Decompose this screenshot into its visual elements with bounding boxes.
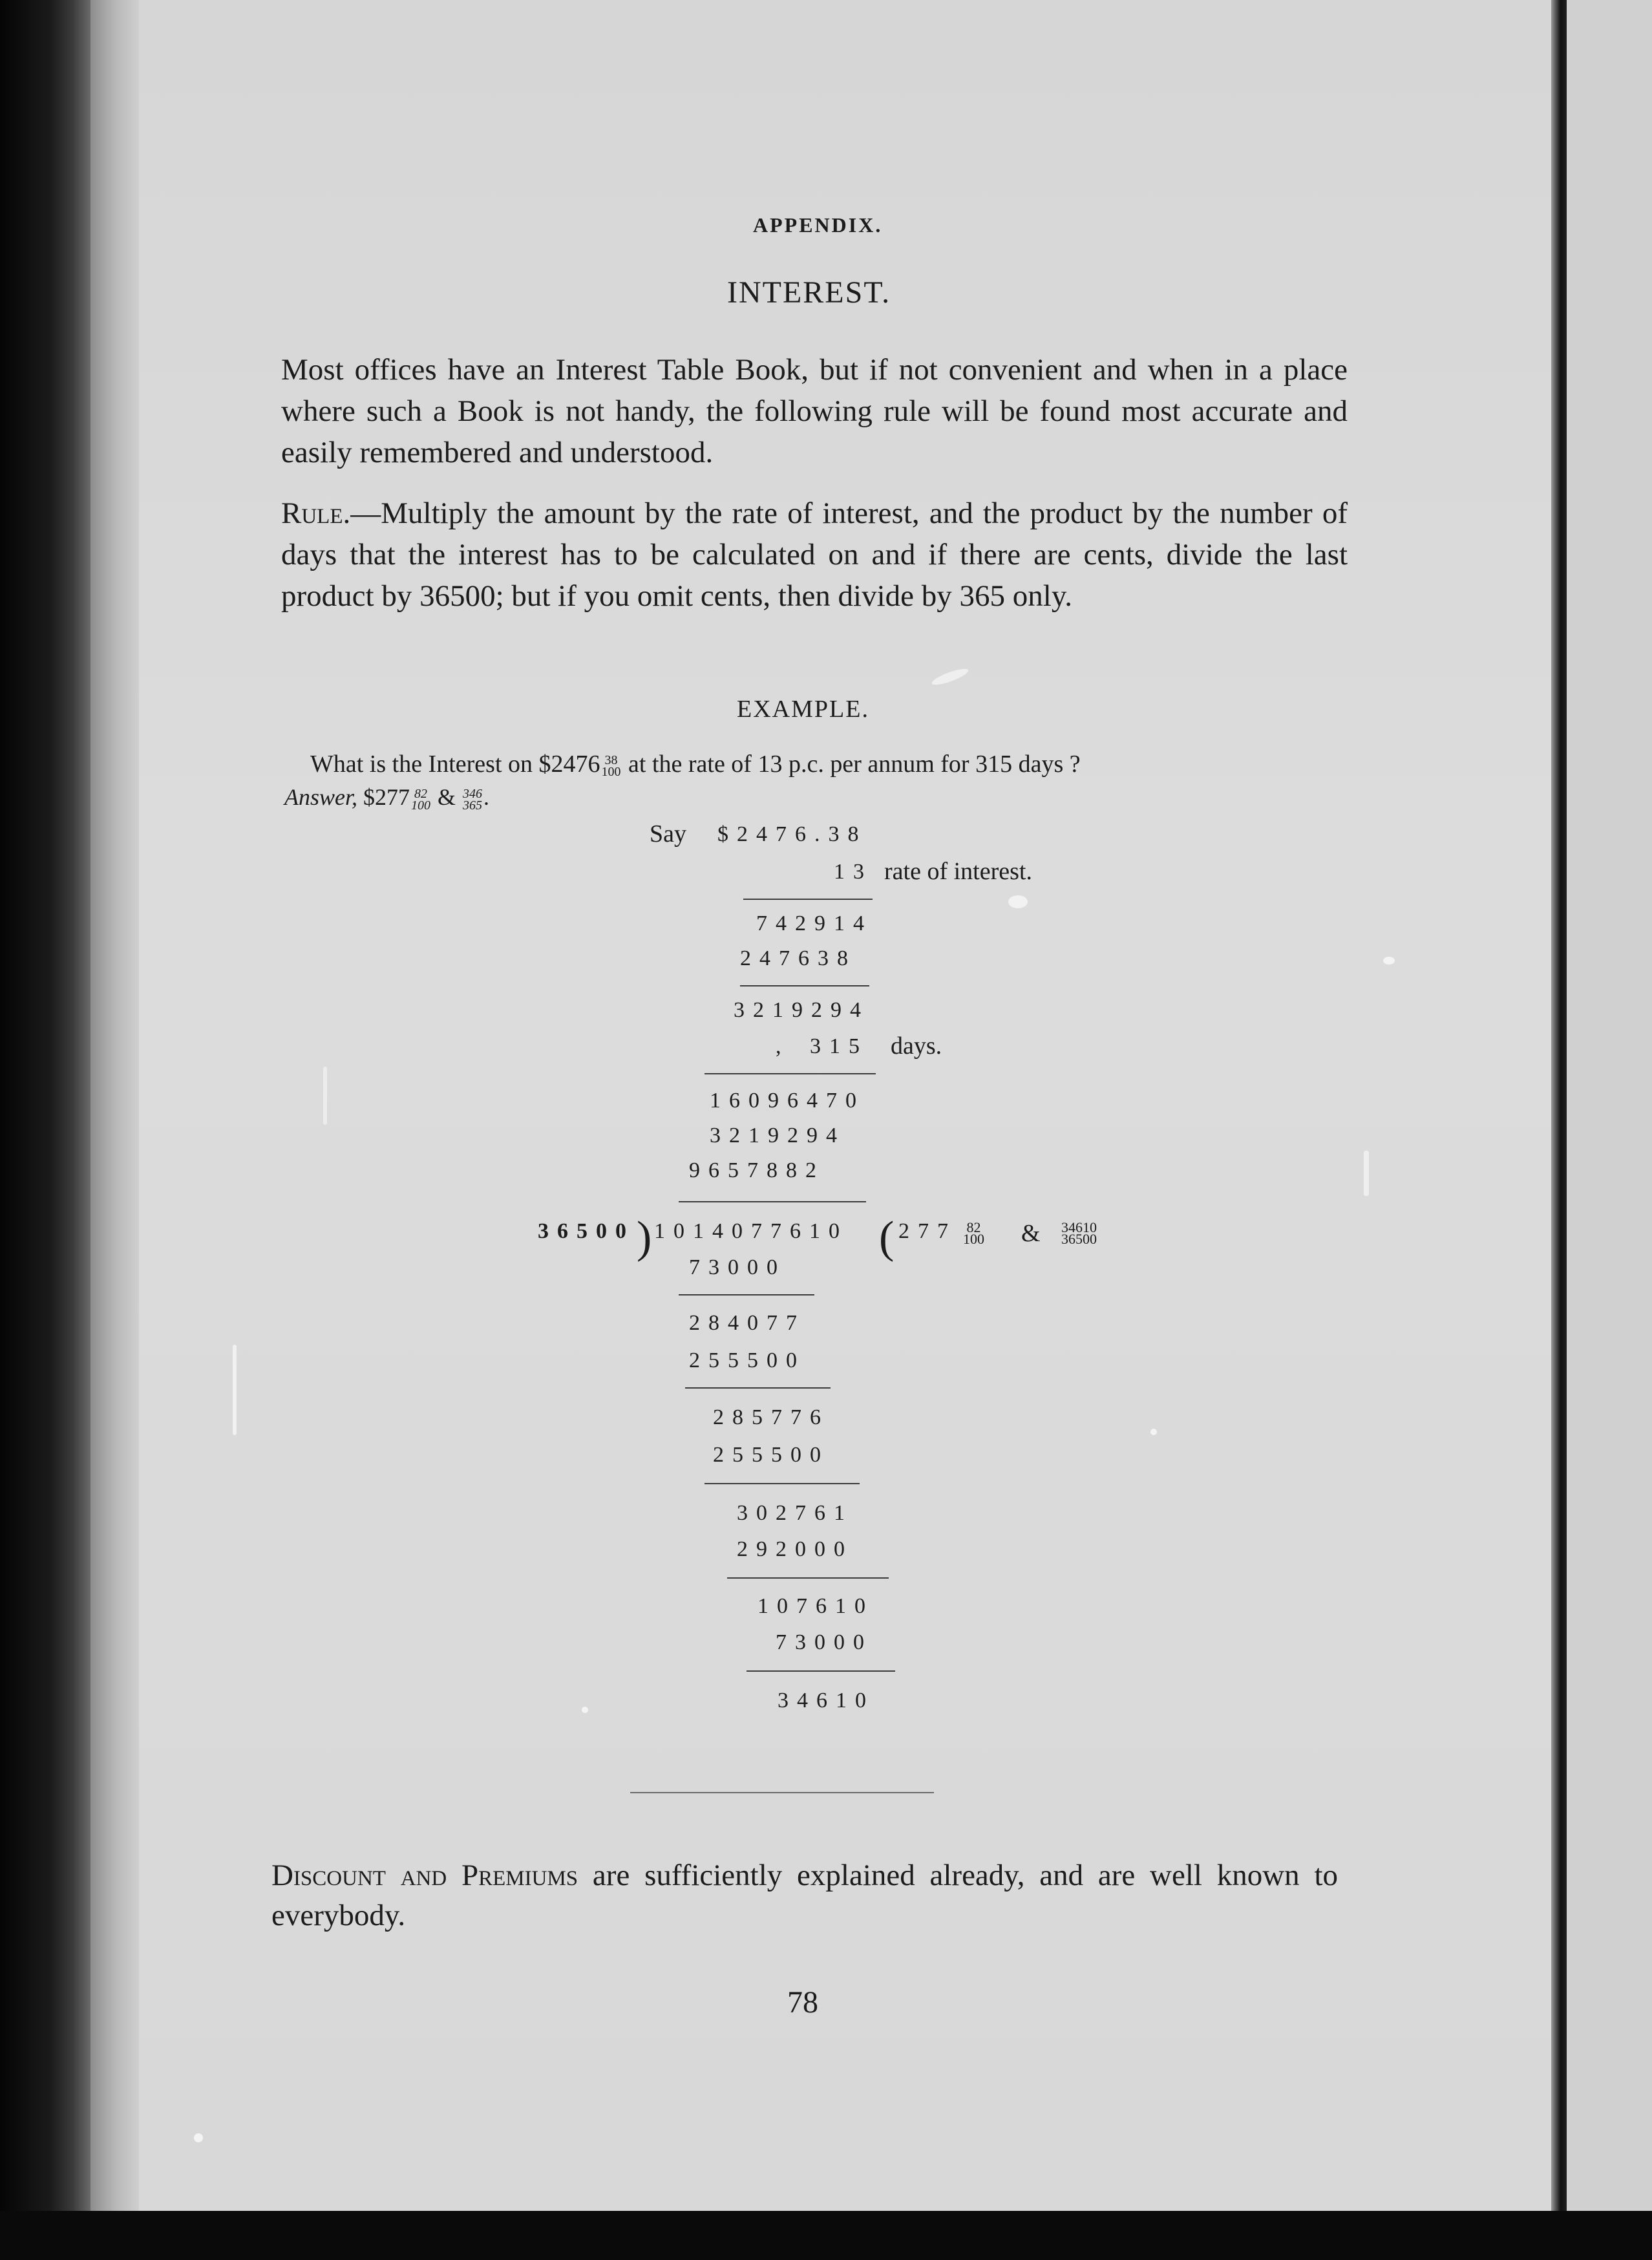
calc-days-mark: , bbox=[776, 1034, 790, 1058]
rule-paragraph bbox=[281, 493, 1348, 617]
calc-rule bbox=[679, 1201, 866, 1202]
calc-step: 284077 bbox=[689, 1311, 805, 1335]
calc-divisor: 36500 bbox=[538, 1219, 635, 1243]
calc-rule bbox=[704, 1073, 876, 1074]
example-answer bbox=[284, 784, 489, 811]
calc-amount: $2476.38 bbox=[717, 822, 867, 846]
scan-speck bbox=[233, 1345, 237, 1435]
fraction-denominator: 365 bbox=[463, 798, 483, 813]
calc-partial: 742914 bbox=[756, 911, 873, 935]
calc-remainder: 34610 bbox=[778, 1689, 874, 1712]
calc-dividend: 1014077610 bbox=[654, 1219, 848, 1243]
scan-speck bbox=[1364, 1151, 1369, 1196]
question-text-end: at the rate of 13 p.c. per annum for 315 days ? bbox=[622, 751, 1081, 778]
section-divider bbox=[630, 1792, 934, 1793]
rate-label: rate of interest. bbox=[884, 858, 1032, 885]
calc-rule bbox=[679, 1294, 814, 1295]
scan-speck bbox=[194, 2133, 203, 2142]
quotient-bracket: ( bbox=[879, 1213, 895, 1263]
discount-paragraph bbox=[271, 1855, 1338, 1935]
calc-partial: 247638 bbox=[740, 946, 856, 970]
book-binding bbox=[0, 0, 90, 2260]
rule-label: Rule. bbox=[281, 496, 351, 530]
fraction-numerator: 38 bbox=[604, 753, 618, 768]
page-title: INTEREST. bbox=[727, 275, 891, 310]
calc-partial: 16096470 bbox=[710, 1089, 865, 1113]
scan-speck bbox=[1150, 1429, 1157, 1435]
calc-rate: 13 bbox=[834, 860, 873, 884]
fraction-numerator: 82 bbox=[966, 1219, 981, 1235]
calc-step: 302761 bbox=[737, 1501, 853, 1525]
days-label: days. bbox=[891, 1032, 942, 1060]
calc-rule bbox=[727, 1577, 889, 1579]
page-gutter bbox=[1551, 0, 1567, 2211]
answer-whole: $277 bbox=[357, 784, 410, 810]
example-heading: EXAMPLE. bbox=[737, 696, 869, 723]
calc-step: 107610 bbox=[757, 1594, 874, 1618]
section-heading: APPENDIX. bbox=[753, 213, 883, 237]
scan-border bbox=[0, 2211, 1652, 2260]
answer-label: Answer, bbox=[284, 784, 358, 810]
calc-step: 73000 bbox=[776, 1630, 873, 1654]
calc-step: 255500 bbox=[689, 1349, 805, 1372]
calc-rule bbox=[743, 899, 873, 900]
calc-rule bbox=[740, 985, 869, 986]
quotient-amp: & bbox=[1021, 1220, 1041, 1247]
calc-step: 255500 bbox=[713, 1443, 829, 1467]
remainder-fraction bbox=[1060, 1219, 1098, 1247]
calc-partial: 3219294 bbox=[710, 1124, 845, 1147]
calc-rule bbox=[747, 1670, 895, 1672]
calc-days: 315 bbox=[810, 1034, 868, 1058]
page-edge bbox=[90, 0, 142, 2211]
calc-rule bbox=[685, 1387, 831, 1389]
quotient-fraction bbox=[962, 1219, 986, 1247]
facing-page-edge bbox=[1567, 0, 1652, 2211]
division-bracket: ) bbox=[637, 1213, 652, 1263]
discount-label: Discount and Premiums bbox=[271, 1859, 578, 1892]
fraction-denominator: 36500 bbox=[1061, 1231, 1097, 1247]
calc-rule bbox=[704, 1483, 860, 1484]
fraction-denominator: 100 bbox=[411, 798, 431, 813]
example-question bbox=[310, 750, 1081, 778]
calc-quotient: 277 bbox=[898, 1219, 957, 1243]
question-fraction bbox=[602, 754, 621, 778]
answer-amp: & bbox=[432, 784, 462, 810]
question-text: What is the Interest on $2476 bbox=[310, 751, 600, 778]
rule-text: —Multiply the amount by the rate of interest, and the product by the number of days that the interest has to be calculated on and if there are cents, divide the last product by 36500; but if you omit cents, then divide by 365 only. bbox=[281, 496, 1348, 613]
fraction-numerator: 82 bbox=[414, 786, 428, 801]
page-number: 78 bbox=[787, 1985, 818, 2020]
fraction-denominator: 100 bbox=[963, 1231, 984, 1247]
say-label: Say bbox=[650, 820, 686, 848]
scan-speck bbox=[1383, 957, 1395, 965]
fraction-denominator: 100 bbox=[601, 765, 621, 780]
calc-step: 292000 bbox=[737, 1537, 853, 1561]
scan-speck bbox=[582, 1707, 588, 1713]
fraction-numerator: 34610 bbox=[1061, 1219, 1097, 1235]
answer-end: . bbox=[483, 784, 490, 810]
discount-text: are sufficiently explained already, and are well known to everybody. bbox=[271, 1859, 1338, 1932]
calc-partial: 9657882 bbox=[689, 1158, 825, 1182]
scan-speck bbox=[323, 1067, 327, 1125]
intro-paragraph: Most offices have an Interest Table Book, but if not convenient and when in a place where such a Book is not handy, the following rule will be found most accurate and easily remembered and understood. bbox=[281, 353, 1348, 469]
answer-fraction-2 bbox=[463, 788, 482, 811]
fraction-numerator: 346 bbox=[463, 786, 483, 801]
calc-step: 285776 bbox=[713, 1405, 829, 1429]
calc-step: 73000 bbox=[689, 1255, 786, 1279]
calc-product: 3219294 bbox=[734, 998, 869, 1022]
scan-speck bbox=[1008, 895, 1028, 908]
answer-fraction bbox=[411, 788, 430, 811]
